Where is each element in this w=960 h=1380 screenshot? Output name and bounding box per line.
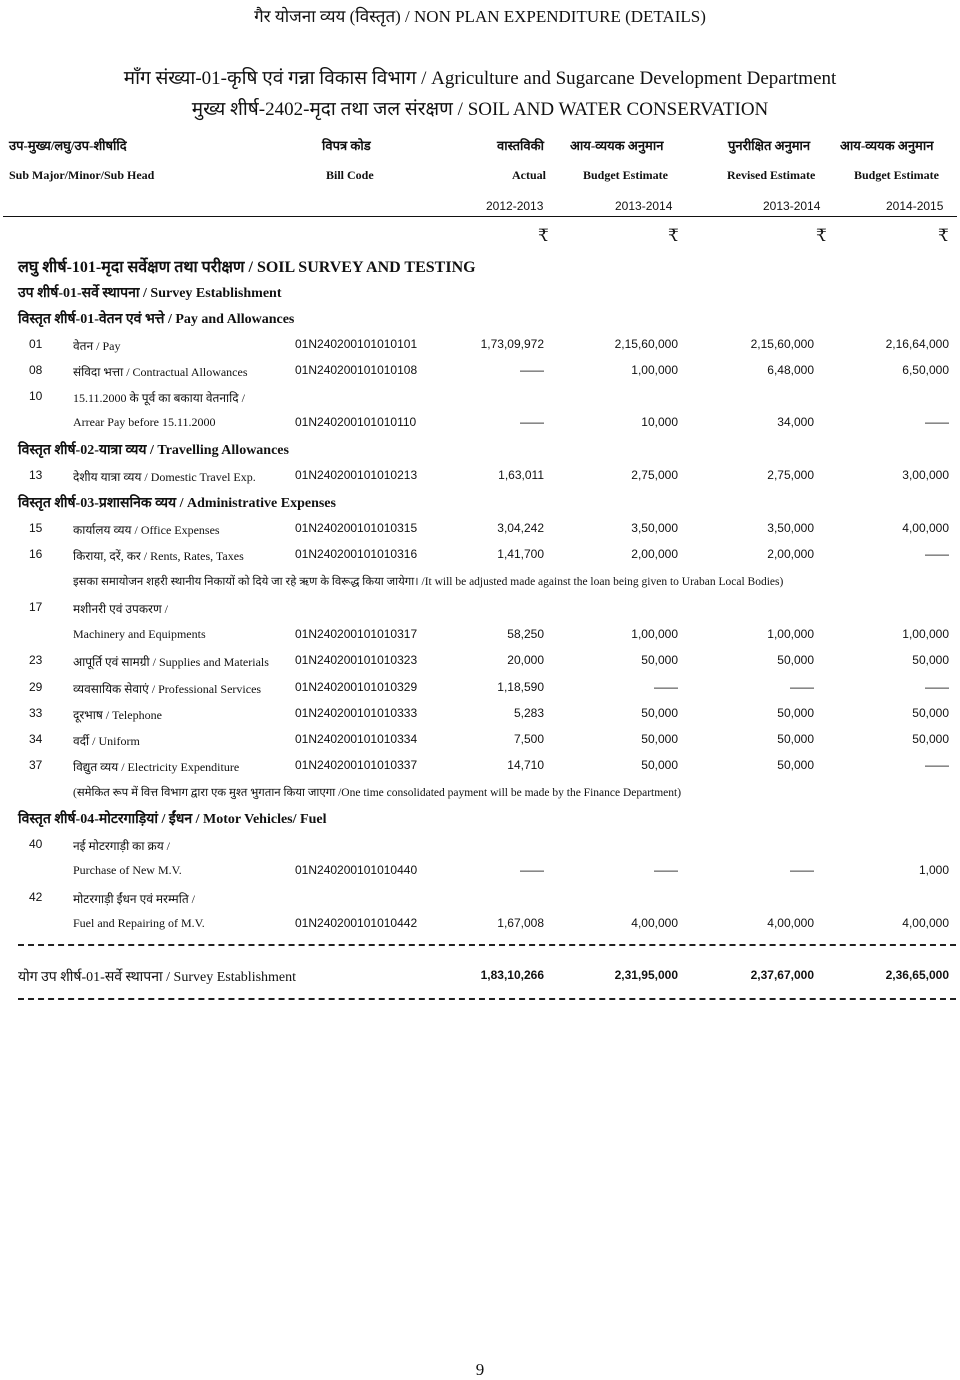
row-revised: 2,15,60,000 [750,337,814,351]
row-index: 42 [29,890,43,904]
table-row [0,468,960,486]
row-budget: 50,000 [641,758,678,772]
row-budget-next: 1,00,000 [902,627,949,641]
table-row [0,415,960,433]
row-actual: 5,283 [513,706,544,720]
row-budget: 2,00,000 [631,547,678,561]
row-label-hindi: नई मोटरगाड़ी का क्रय / [73,839,171,853]
row-budget: 50,000 [641,653,678,667]
table-row [0,732,960,750]
row-label: Arrear Pay before 15.11.2000 [73,415,216,429]
row-budget-next: —— [925,547,949,561]
col-head-en: Sub Major/Minor/Sub Head [9,168,155,182]
table-row [0,627,960,645]
currency-be2: ₹ [938,226,949,245]
row-budget: 10,000 [641,415,678,429]
row-code: 01N240200101010440 [295,863,418,877]
row-budget-next: 4,00,000 [902,916,949,930]
row-code: 01N240200101010316 [295,547,418,561]
row-actual: 1,18,590 [497,680,544,694]
table-row [0,521,960,539]
major-head-heading: मुख्य शीर्ष-2402-मृदा तथा जल संरक्षण / SOIL AND WATER CONSERVATION [191,99,769,120]
note-finance-payment: (समेकित रूप में वित्त विभाग द्वारा एक मुश्त भुगतान किया जाएगा /One time consolidated payment will be made by the Finance Department) [73,787,682,799]
col-be-hi: आय-व्ययक अनुमान [570,138,664,153]
row-revised: 1,00,000 [767,627,814,641]
note-adjustment: इसका समायोजन शहरी स्थानीय निकायों को दिये जा रहे ऋण के विरूद्ध किया जायेगा। /It will be adjusted made against the loan being given to Uraban Local Bodies) [73,576,784,588]
table-row [0,863,960,881]
currency-actual: ₹ [538,226,549,245]
table-row [0,389,960,407]
total-label: योग उप शीर्ष-01-सर्वे स्थापना / Survey Establishment [18,970,297,985]
row-code: 01N240200101010337 [295,758,418,772]
row-revised: 2,75,000 [767,468,814,482]
row-label: वेतन / Pay [73,339,121,353]
page-title: गैर योजना व्यय (विस्तृत) / NON PLAN EXPENDITURE (DETAILS) [254,7,706,26]
row-budget: —— [654,680,678,694]
row-revised: 50,000 [777,653,814,667]
section-pay-allowances: विस्तृत शीर्ष-01-वेतन एवं भत्ते / Pay and Allowances [18,312,295,327]
row-index: 16 [29,547,43,561]
table-row [0,890,960,908]
row-revised: —— [790,863,814,877]
row-index: 40 [29,837,43,851]
row-actual: 1,41,700 [497,547,544,561]
row-revised: 50,000 [777,758,814,772]
row-revised: 3,50,000 [767,521,814,535]
row-index: 29 [29,680,43,694]
header-rule [3,216,957,217]
row-budget-next: 2,16,64,000 [885,337,949,351]
row-code: 01N240200101010108 [295,363,418,377]
row-budget: 50,000 [641,732,678,746]
total-actual: 1,83,10,266 [480,968,544,982]
row-label: Purchase of New M.V. [73,863,182,877]
col-be2-en: Budget Estimate [854,168,939,182]
row-revised: 34,000 [777,415,814,429]
col-be2-hi: आय-व्ययक अनुमान [840,138,934,153]
demand-heading: माँग संख्या-01-कृषि एवं गन्ना विकास विभाग / Agriculture and Sugarcane Development Department [123,68,837,89]
currency-be: ₹ [668,226,679,245]
row-index: 17 [29,600,43,614]
year-be: 2013-2014 [615,199,673,213]
col-be-en: Budget Estimate [583,168,668,182]
row-budget-next: —— [925,758,949,772]
row-actual: 1,63,011 [498,468,544,482]
table-row [0,653,960,671]
row-label-hindi: 15.11.2000 के पूर्व का बकाया वेतनादि / [73,391,245,405]
row-budget-next: 50,000 [912,706,949,720]
year-re: 2013-2014 [763,199,821,213]
col-re-en: Revised Estimate [727,168,816,182]
table-row [0,706,960,724]
col-bill-en: Bill Code [326,168,374,182]
row-budget: 1,00,000 [631,627,678,641]
row-budget: 50,000 [641,706,678,720]
row-label: दूरभाष / Telephone [73,708,162,722]
row-label: कार्यालय व्यय / Office Expenses [73,523,220,537]
row-actual: 1,73,09,972 [480,337,544,351]
row-actual: 1,67,008 [497,916,544,930]
row-actual: —— [520,415,544,429]
table-row [0,916,960,934]
row-budget: 2,75,000 [631,468,678,482]
dashed-divider-top [18,944,956,946]
total-row [0,968,960,986]
row-index: 01 [29,337,43,351]
row-actual: 3,04,242 [497,521,544,535]
total-budget-next: 2,36,65,000 [885,968,949,982]
row-actual: 58,250 [507,627,544,641]
row-budget: 3,50,000 [631,521,678,535]
section-travelling-allowances: विस्तृत शीर्ष-02-यात्रा व्यय / Travelling Allowances [18,443,289,458]
dashed-divider-bottom [18,998,956,1000]
table-row [0,337,960,355]
row-index: 33 [29,706,43,720]
total-budget: 2,31,95,000 [614,968,678,982]
year-be2: 2014-2015 [886,199,944,213]
row-index: 08 [29,363,43,377]
row-revised: 50,000 [777,706,814,720]
row-code: 01N240200101010334 [295,732,418,746]
row-actual: 14,710 [507,758,544,772]
row-index: 34 [29,732,43,746]
row-actual: 7,500 [513,732,544,746]
row-code: 01N240200101010323 [295,653,418,667]
row-label: Fuel and Repairing of M.V. [73,916,205,930]
section-motor-vehicles: विस्तृत शीर्ष-04-मोटरगाड़ियां / ईंधन / Motor Vehicles/ Fuel [18,812,327,827]
total-revised: 2,37,67,000 [750,968,814,982]
row-actual: 20,000 [507,653,544,667]
row-label: विद्युत व्यय / Electricity Expenditure [73,760,240,774]
table-row [0,363,960,381]
row-budget-next: —— [925,680,949,694]
row-budget-next: 3,00,000 [902,468,949,482]
currency-re: ₹ [816,226,827,245]
col-actual-hi: वास्तविकी [497,138,545,153]
row-code: 01N240200101010442 [295,916,418,930]
row-label: Machinery and Equipments [73,627,206,641]
table-row [0,758,960,776]
row-budget: 4,00,000 [631,916,678,930]
row-budget-next: 4,00,000 [902,521,949,535]
row-budget-next: 1,000 [918,863,949,877]
col-actual-en: Actual [512,168,546,182]
row-budget: —— [654,863,678,877]
col-head-hi: उप-मुख्य/लघु/उप-शीर्षादि [9,138,127,153]
row-code: 01N240200101010317 [295,627,418,641]
table-row [0,547,960,565]
table-row [0,837,960,855]
row-revised: 6,48,000 [767,363,814,377]
row-revised: 50,000 [777,732,814,746]
row-label-hindi: मशीनरी एवं उपकरण / [73,602,168,616]
row-code: 01N240200101010110 [295,415,417,429]
row-index: 23 [29,653,43,667]
section-administrative-expenses: विस्तृत शीर्ष-03-प्रशासनिक व्यय / Administrative Expenses [18,496,336,511]
sub-head: उप शीर्ष-01-सर्वे स्थापना / Survey Establishment [18,286,282,301]
table-row [0,600,960,618]
minor-head: लघु शीर्ष-101-मृदा सर्वेक्षण तथा परीक्षण / SOIL SURVEY AND TESTING [18,259,476,276]
row-budget-next: 6,50,000 [902,363,949,377]
row-label: देशीय यात्रा व्यय / Domestic Travel Exp. [73,470,256,484]
row-index: 10 [29,389,43,403]
row-index: 15 [29,521,43,535]
row-code: 01N240200101010329 [295,680,418,694]
row-label: वर्दी / Uniform [73,734,140,748]
row-actual: —— [520,363,544,377]
row-budget-next: 50,000 [912,653,949,667]
row-label: व्यवसायिक सेवाएं / Professional Services [73,682,262,696]
row-label: संविदा भत्ता / Contractual Allowances [73,365,248,379]
table-row [0,680,960,698]
year-actual: 2012-2013 [486,199,544,213]
row-code: 01N240200101010315 [295,521,418,535]
row-index: 37 [29,758,43,772]
row-revised: 2,00,000 [767,547,814,561]
row-budget: 2,15,60,000 [614,337,678,351]
row-label-hindi: मोटरगाड़ी ईंधन एवं मरम्मति / [73,892,196,906]
row-budget: 1,00,000 [631,363,678,377]
col-bill-hi: विपत्र कोड [322,138,371,153]
row-code: 01N240200101010101 [295,337,418,351]
row-revised: 4,00,000 [767,916,814,930]
row-actual: —— [520,863,544,877]
page-number: 9 [475,1360,485,1379]
row-code: 01N240200101010333 [295,706,418,720]
row-budget-next: —— [925,415,949,429]
row-revised: —— [790,680,814,694]
row-label: आपूर्ति एवं सामग्री / Supplies and Materials [73,655,269,669]
row-index: 13 [29,468,43,482]
row-budget-next: 50,000 [912,732,949,746]
row-label: किराया, दरें, कर / Rents, Rates, Taxes [73,549,244,563]
row-code: 01N240200101010213 [295,468,418,482]
col-re-hi: पुनरीक्षित अनुमान [728,138,811,153]
